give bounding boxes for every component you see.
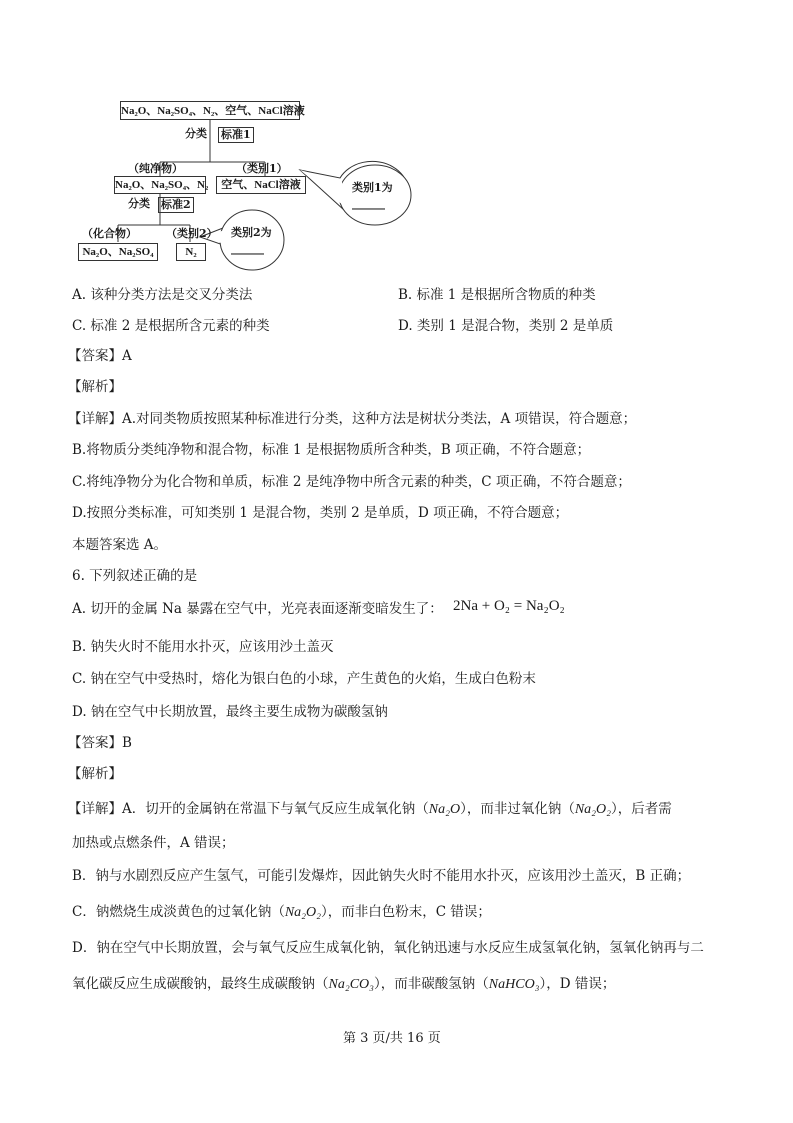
q5-detail-1: 【详解】A.对同类物质按照某种标准进行分类，这种方法是树状分类法，A 项错误，符合题意； [68,411,637,427]
diagram-pure-box: Na₂O、Na₂SO₄、N₂ [114,176,206,194]
diagram-cat2-label: （类别2） [166,227,218,240]
q5-detail-2: B.将物质分类纯净物和混合物，标准 1 是根据物质所含种类，B 项正确，不符合题意； [72,442,591,458]
q6-detail-c2: ），而非白色粉末，C 错误； [321,904,491,920]
diagram-classify-label-2: 分类 [128,197,150,210]
diagram-cat1-box: 空气、NaCl溶液 [216,176,306,194]
q5-answer: 【答案】A [68,348,132,364]
diagram-pure-label: （纯净物） [128,162,183,175]
formula-na2o2-c: Na₂O₂ [284,905,322,920]
q5-option-b: B. 标准 1 是根据所含物质的种类 [398,287,596,303]
q5-detail-3: C.将纯净物分为化合物和单质，标准 2 是纯净物中所含元素的种类，C 项正确，不符合题意； [72,474,631,490]
bubble2-text: 类别2为 [231,226,272,239]
q5-analysis: 【解析】 [68,379,122,395]
q5-option-d: D. 类别 1 是混合物，类别 2 是单质 [398,318,614,334]
q6-detail-d3: ），而非碳酸氢钠（ [374,976,489,992]
diagram-root-box: Na₂O、Na₂SO₄、N₂、空气、NaCl溶液 [120,101,300,120]
q6-analysis: 【解析】 [68,766,122,782]
q6-detail-d2: 氧化碳反应生成碳酸钠，最终生成碳酸钠（ [72,976,329,992]
bubble1-blank: ______ [352,197,385,210]
q6-detail-d4: ），D 错误； [539,976,616,992]
q6-detail-b: B．钠与水剧烈反应产生氢气，可能引发爆炸，因此钠失火时不能用水扑灭，应该用沙土盖灭，B 正确； [72,868,691,884]
formula-na2o2-a: Na₂O₂ [574,802,612,817]
diagram-cat2-box: N₂ [176,243,206,261]
formula-na2co3: Na₂CO₃ [328,977,375,992]
q6-detail-a3: ），后者需 [611,801,672,817]
q6-answer: 【答案】B [68,735,132,751]
q6-option-b: B. 钠失火时不能用水扑灭，应该用沙土盖灭 [72,639,334,655]
diagram-classify-label-1: 分类 [185,127,207,140]
q6-detail-c-line [72,903,491,922]
diagram-compound-box: Na₂O、Na₂SO₄ [78,243,158,261]
diagram-standard-1: 标准1 [218,127,254,143]
q6-stem: 6. 下列叙述正确的是 [72,568,198,584]
diagram-standard-2: 标准2 [158,197,194,213]
q6-option-a-formula: 2Na + O₂ = Na₂O₂ [453,598,565,614]
q5-detail-4: D.按照分类标准，可知类别 1 是混合物，类别 2 是单质，D 项正确，不符合题意； [72,505,569,521]
diagram-compound-label: （化合物） [82,227,137,240]
bubble2-blank: ______ [231,242,264,255]
q6-detail-a1: 【详解】A．切开的金属钠在常温下与氧气反应生成氧化钠（ [68,801,429,817]
formula-na2o: Na₂O [428,802,461,817]
q6-detail-d1: D．钠在空气中长期放置，会与氧气反应生成氧化钠，氧化钠迅速与水反应生成氢氧化钠，氢氧化钠再与二 [72,940,704,956]
q6-option-a: A. 切开的金属 Na 暴露在空气中，光亮表面逐渐变暗发生了： [72,601,443,617]
q6-detail-a4: 加热或点燃条件，A 错误； [72,835,235,851]
diagram-cat1-label: （类别1） [236,162,288,175]
q5-conclusion: 本题答案选 A。 [72,537,168,553]
bubble1-text: 类别1为 [352,181,393,194]
q6-detail-a-line1 [68,800,672,819]
q6-option-d: D. 钠在空气中长期放置，最终主要生成物为碳酸氢钠 [72,704,388,720]
page-number: 第 3 页/共 16 页 [343,1031,441,1046]
q6-option-c: C. 钠在空气中受热时，熔化为银白色的小球，产生黄色的火焰，生成白色粉末 [72,671,536,687]
q5-option-c: C. 标准 2 是根据所含元素的种类 [72,318,270,334]
q6-detail-a2: ），而非过氧化钠（ [460,801,575,817]
formula-nahco3: NaHCO₃ [488,977,540,992]
q5-option-a: A. 该种分类方法是交叉分类法 [72,287,253,303]
q6-detail-c1: C．钠燃烧生成淡黄色的过氧化钠（ [72,904,285,920]
q6-detail-d-line2 [72,975,615,994]
